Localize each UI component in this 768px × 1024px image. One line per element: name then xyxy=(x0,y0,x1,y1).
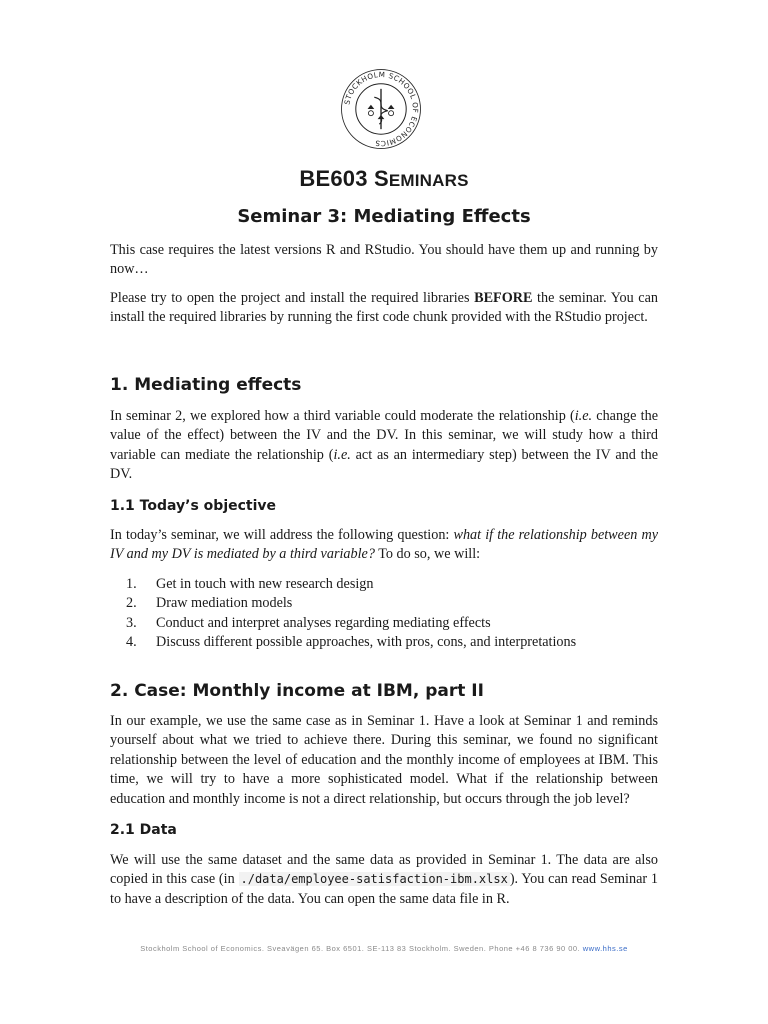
section-1-paragraph: In seminar 2, we explored how a third variable could moderate the relationship (i.e. change the value of the effect) between the IV and the DV. In this seminar, we will study how a third variable can mediate the relationship (i.e. act as an intermediary step) between the IV and the DV. xyxy=(110,408,658,483)
school-seal-logo xyxy=(339,67,423,151)
page-footer: Stockholm School of Economics. Sveavägen 65. Box 6501. SE-113 83 Stockholm. Sweden. Phone +46 8 736 90 00. www.hhs.se xyxy=(140,944,628,953)
list-item: 3. Conduct and interpret analyses regarding mediating effects xyxy=(126,614,491,631)
section-2-1-heading: 2.1 Data xyxy=(110,822,177,838)
objectives-list xyxy=(110,575,670,653)
section-2-heading: 2. Case: Monthly income at IBM, part II xyxy=(110,681,484,701)
list-item: 2. Draw mediation models xyxy=(126,595,293,612)
section-1-heading: 1. Mediating effects xyxy=(110,375,302,395)
list-item: 4. Discuss different possible approaches, with pros, cons, and interpretations xyxy=(126,634,577,651)
intro-paragraph-1: This case requires the latest versions R and RStudio. You should have them up and running by now… xyxy=(110,242,658,278)
seminar-subtitle: Seminar 3: Mediating Effects xyxy=(237,206,531,227)
intro-paragraph-2: Please try to open the project and install the required libraries BEFORE the seminar. You can install the required libraries by running the first code chunk provided with the RStudio project. xyxy=(110,290,658,326)
svg-text:STOCKHOLM SCHOOL OF ECONOMICS: STOCKHOLM SCHOOL OF ECONOMICS xyxy=(342,69,421,149)
website-link[interactable]: www.hhs.se xyxy=(582,944,628,953)
data-file-path: ./data/employee-satisfaction-ibm.xlsx xyxy=(240,872,508,887)
section-2-paragraph: In our example, we use the same case as in Seminar 1. Have a look at Seminar 1 and reminds yourself about what we tried to achieve there. During this seminar, we found no significant relationship between the level of education and the monthly income of employees at IBM. This time, we will try to have a more sophisticated model. What if the relationship between education and monthly income is not a direct relationship, but occurs through the job level? xyxy=(110,713,658,807)
section-1-1-heading: 1.1 Today’s objective xyxy=(110,498,277,514)
document-title: BE603 SEMINARS xyxy=(299,166,469,191)
section-1-1-paragraph: In today’s seminar, we will address the following question: what if the relationship between my IV and my DV is mediated by a third variable? To do so, we will: xyxy=(110,527,659,563)
list-item: 1. Get in touch with new research design xyxy=(126,576,374,592)
section-2-1-paragraph: We will use the same dataset and the same data as provided in Seminar 1. The data are also copied in this case (in ./data/employee-satisfaction-ibm.xlsx ). You can read Seminar 1 to have a description of the data. You can open the same data file in R. xyxy=(110,852,659,907)
